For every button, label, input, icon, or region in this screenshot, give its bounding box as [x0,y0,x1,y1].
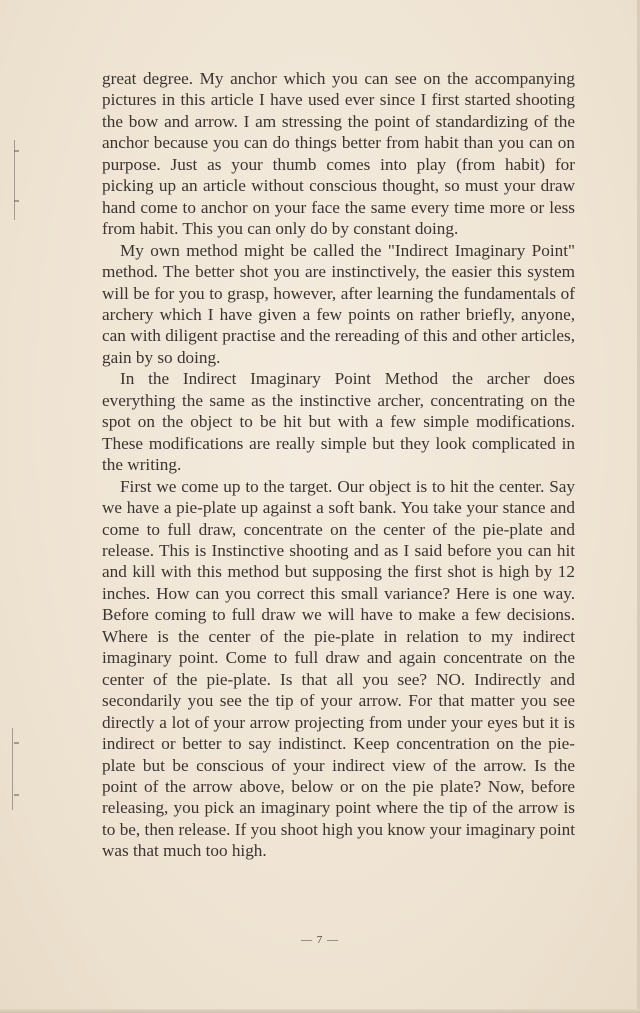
binding-nick [14,742,19,744]
paragraph: My own method might be called the "Indirect Imaginary Point" method. The better shot you are instinctively, the easier this system will be for you to grasp, however, after learning the fundamentals of archery which I have given a few points on rather briefly, anyone, can with diligent practise and the rereading of this and other articles, gain by so doing. [102,240,575,367]
binding-nick [14,794,19,796]
page-number: — 7 — [301,934,339,946]
paragraph: great degree. My anchor which you can see on the accompanying pictures in this article I have used ever since I first started shooting the bow and arrow. I am stressing the point of standardizing of the anchor because you can do things better from habit than you can on purpose. Just as your thumb comes into play (from habit) for picking up an article without conscious thought, so must your draw hand come to anchor on your face the same every time more or less from habit. This you can only do by constant doing. [102,69,575,239]
binding-nick [14,150,19,152]
paragraph: In the Indirect Imaginary Point Method the archer does everything the same as the instinctive archer, concentrating on the spot on the object to be hit but with a few simple modifications. These modifications are really simple but they look complicated in the writing. [102,369,575,475]
article-body [102,68,575,862]
binding-mark-top [14,140,21,220]
paragraph: First we come up to the target. Our object is to hit the center. Say we have a pie-plate up against a soft bank. You take your stance and come to full draw, concentrate on the center of the pie-plate and release. This is Instinctive shooting and as I said before you can hit and kill with this method but supposing the first shot is high by 12 inches. How can you correct this small variance? Here is one way. Before coming to full draw we will have to make a few decisions. Where is the center of the pie-plate in relation to my indirect imaginary point. Come to full draw and again concentrate on the center of the pie-plate. Is that all you see? NO. Indirectly and secondarily you see the tip of your arrow. For that matter you see directly a lot of your arrow projecting from under your eyes but it is indirect or better to say indistinct. Keep concentration on the pie-plate but be conscious of your indirect view of the arrow. Is the point of the arrow above, below or on the pie plate? Now, before releasing, you pick an imaginary point where the tip of the arrow is to be, then release. If you shoot high you know your imaginary point was that much too high. [102,476,575,861]
page-edge-bottom [0,1009,640,1013]
binding-nick [14,200,19,202]
binding-mark-bottom [12,728,19,810]
